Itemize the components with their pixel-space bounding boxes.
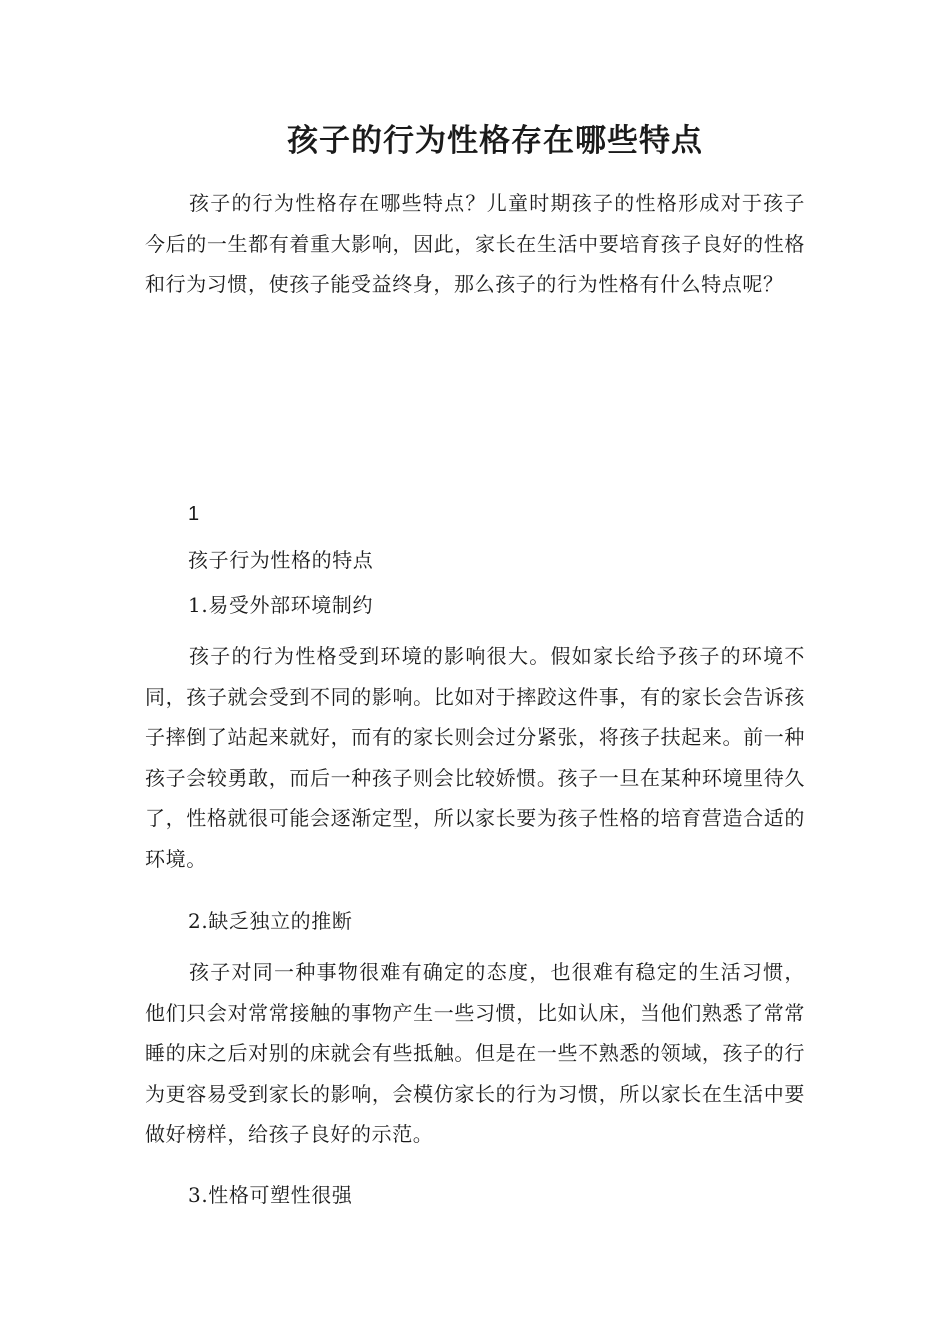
- intro-paragraph: 孩子的行为性格存在哪些特点？儿童时期孩子的性格形成对于孩子今后的一生都有着重大影响，因此，家长在生活中要培育孩子良好的性格和行为习惯，使孩子能受益终身，那么孩子的行为性格有什么特点呢？: [145, 191, 805, 296]
- point-1-body: 孩子的行为性格受到环境的影响很大。假如家长给予孩子的环境不同，孩子就会受到不同的影响。比如对于摔跤这件事，有的家长会告诉孩子摔倒了站起来就好，而有的家长则会过分紧张，将孩子扶起来。前一种孩子会较勇敢，而后一种孩子则会比较娇惯。孩子一旦在某种环境里待久了，性格就很可能会逐渐定型，所以家长要为孩子性格的培育营造合适的环境。: [145, 644, 805, 871]
- point-3-heading: 3.性格可塑性很强: [188, 1183, 353, 1207]
- section-number: 1: [188, 503, 200, 525]
- point-2-heading: 2.缺乏独立的推断: [188, 909, 353, 933]
- section-title: 孩子行为性格的特点: [188, 548, 374, 572]
- page-title: 孩子的行为性格存在哪些特点: [287, 123, 703, 159]
- point-2-body: 孩子对同一种事物很难有确定的态度，也很难有稳定的生活习惯，他们只会对常常接触的事物产生一些习惯，比如认床，当他们熟悉了常常睡的床之后对别的床就会有些抵触。但是在一些不熟悉的领域，孩子的行为更容易受到家长的影响，会模仿家长的行为习惯，所以家长在生活中要做好榜样，给孩子良好的示范。: [145, 960, 805, 1146]
- point-1-heading: 1.易受外部环境制约: [188, 593, 374, 617]
